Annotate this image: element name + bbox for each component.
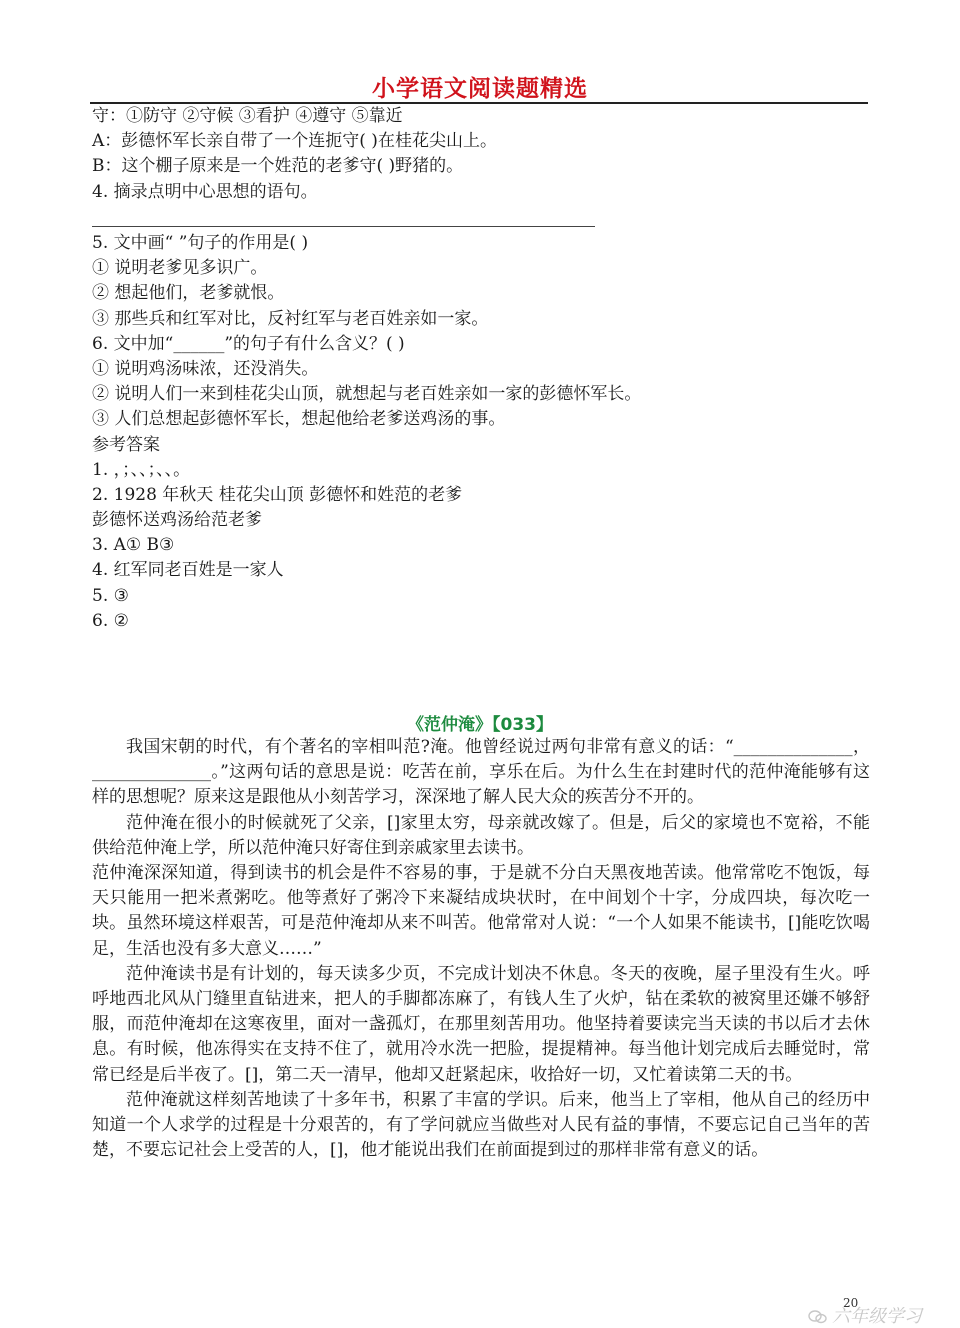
article-paragraph: 范仲淹深深知道，得到读书的机会是件不容易的事，于是就不分白天黑夜地苦读。他常常吃不饱饭，每天只能用一把米煮粥吃。他等煮好了粥冷下来凝结成块状时，在中间划个十字，分成四块，每次吃一块。虽然环境这样艰苦，可是范仲淹却从来不叫苦。他常常对人说：“一个人如果不能读书，[]能吃饮喝足，生活也没有多大意义……” <box>92 863 870 959</box>
text-line: ③ 人们总想起彭德怀军长，想起他给老爹送鸡汤的事。 <box>92 409 506 430</box>
watermark-text: 六年级学习 <box>832 1306 922 1327</box>
question-block-top <box>92 104 868 205</box>
answer-line: 5. ③ <box>92 585 129 606</box>
article-paragraph: 我国宋朝的时代，有个著名的宰相叫范?淹。他曾经说过两句非常有意义的话：“______________，______________。”这两句话的意思是说：吃苦在前，享乐在后。为什么生在封建时代的范仲淹能够有这样的思想呢？原来这是跟他从小刻苦学习，深深地了解人民大众的疾苦分不开的。 <box>92 737 870 808</box>
text-line: 6. 文中加“______”的句子有什么含义？( ) <box>92 333 405 354</box>
wechat-icon <box>808 1310 828 1324</box>
answer-blank-line <box>92 226 595 227</box>
text-line: 守：①防守 ②守候 ③看护 ④遵守 ⑤靠近 <box>92 106 403 126</box>
article-paragraph: 范仲淹读书是有计划的，每天读多少页，不完成计划决不休息。冬天的夜晚，屋子里没有生火。呼呼地西北风从门缝里直钻进来，把人的手脚都冻麻了，有钱人生了火炉，钻在柔软的被窝里还嫌不够舒服，而范仲淹却在这寒夜里，面对一盏孤灯，在那里刻苦用功。他坚持着要读完当天读的书以后才去休息。有时候，他冻得实在支持不住了，就用冷水洗一把脸，提提精神。每当他计划完成后去睡觉时，常常已经是后半夜了。[]，第二天一清早，他却又赶紧起床，收拾好一切，又忙着读第二天的书。 <box>92 963 870 1085</box>
watermark <box>808 1302 922 1328</box>
answer-line: 3. A① B③ <box>92 535 175 556</box>
text-line: ① 说明鸡汤味浓，还没消失。 <box>92 358 319 379</box>
article-paragraph: 范仲淹在很小的时候就死了父亲，[]家里太穷，母亲就改嫁了。但是，后父的家境也不宽裕，不能供给范仲淹上学，所以范仲淹只好寄住到亲戚家里去读书。 <box>92 812 870 858</box>
article-paragraph: 范仲淹就这样刻苦地读了十多年书，积累了丰富的学识。后来，他当上了宰相，他从自己的经历中知道一个人求学的过程是十分艰苦的，有了学问就应当做些对人民有益的事情，不要忘记自己当年的苦楚，不要忘记社会上受苦的人，[]，他才能说出我们在前面提到过的那样非常有意义的话。 <box>92 1089 870 1161</box>
text-line: ① 说明老爹见多识广。 <box>92 258 268 279</box>
text-line: ③ 那些兵和红军对比，反衬红军与老百姓亲如一家。 <box>92 308 489 329</box>
text-line: 5. 文中画“ ”句子的作用是( ) <box>92 233 309 253</box>
text-line: ② 说明人们一来到桂花尖山顶，就想起与老百姓亲如一家的彭德怀军长。 <box>92 384 642 405</box>
section-title: 《范仲淹》【033】 <box>407 715 553 735</box>
text-line: B：这个棚子原来是一个姓范的老爹守( )野猪的。 <box>92 156 464 177</box>
answer-line: 4. 红军同老百姓是一家人 <box>92 560 284 581</box>
page-header-title: 小学语文阅读题精选 <box>372 76 588 102</box>
article-body <box>92 735 870 1163</box>
answer-line: 2. 1928 年秋天 桂花尖山顶 彭德怀和姓范的老爹 <box>92 484 463 505</box>
text-line: A：彭德怀军长亲自带了一个连扼守( )在桂花尖山上。 <box>92 131 497 152</box>
answer-line: 1. ，；、、；、、。 <box>92 459 191 480</box>
answer-line: 6. ② <box>92 610 129 631</box>
answer-heading: 参考答案 <box>92 434 160 455</box>
question-block-mid <box>92 231 868 634</box>
page-number: 20 <box>843 1296 859 1310</box>
text-line: ② 想起他们，老爹就恨。 <box>92 283 285 304</box>
answer-line: 彭德怀送鸡汤给范老爹 <box>92 510 262 531</box>
text-line: 4. 摘录点明中心思想的语句。 <box>92 181 318 202</box>
